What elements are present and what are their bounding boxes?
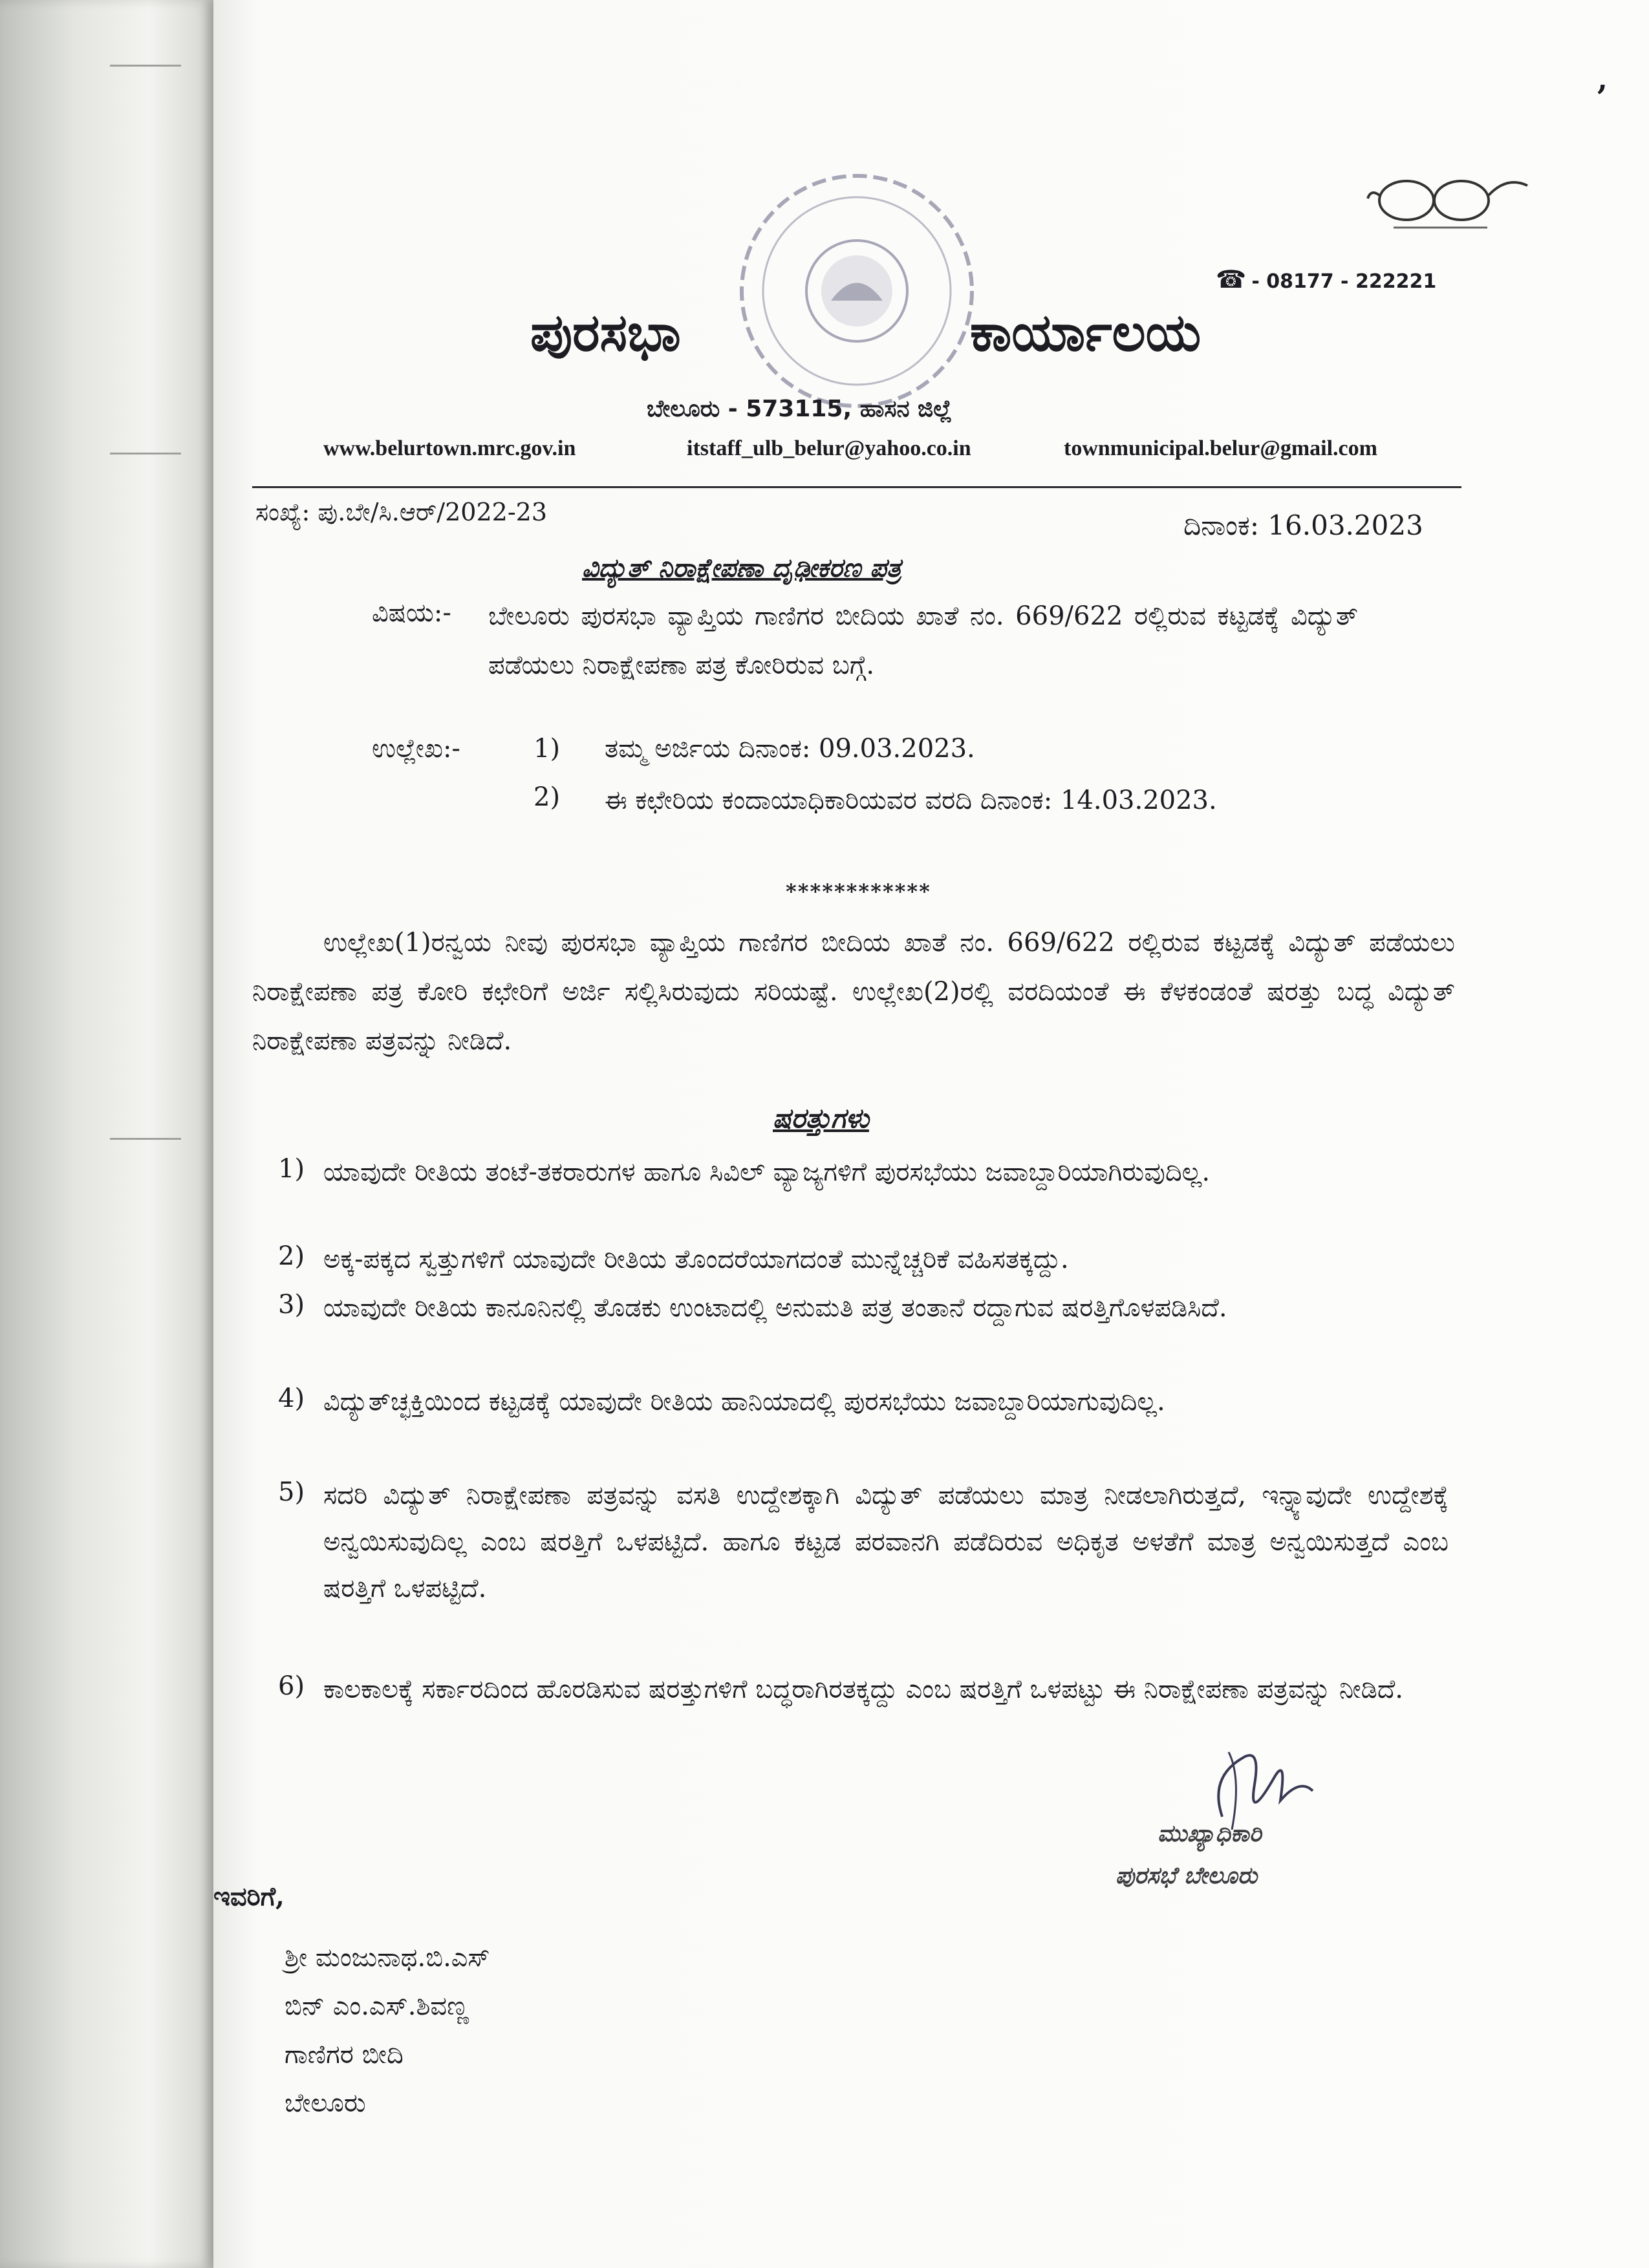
recipient-name: ಶ್ರೀ ಮಂಜುನಾಥ.ಬಿ.ಎಸ್	[285, 1943, 490, 1973]
condition-5-number: 5)	[278, 1477, 305, 1507]
condition-6-number: 6)	[278, 1671, 305, 1701]
recipient-street: ಗಾಣಿಗರ ಬೀದಿ	[285, 2040, 404, 2070]
binder-edge	[0, 0, 213, 2268]
condition-3-text: ಯಾವುದೇ ರೀತಿಯ ಕಾನೂನಿನಲ್ಲಿ ತೊಡಕು ಉಂಟಾದಲ್ಲಿ ಅನುಮತಿ ಪತ್ರ ತಂತಾನೆ ರದ್ದಾಗುವ ಷರತ್ತಿಗೊಳಪಡಿಸಿದೆ.	[323, 1293, 1227, 1323]
recipient-town: ಬೇಲೂರು	[285, 2088, 366, 2118]
office-address: ಬೇಲೂರು - 573115, ಹಾಸನ ಜಿಲ್ಲೆ	[647, 396, 953, 422]
condition-4-text: ವಿದ್ಯುತ್‌ಚ್ಛಕ್ತಿಯಿಂದ ಕಟ್ಟಡಕ್ಕೆ ಯಾವುದೇ ರೀತಿಯ ಹಾನಿಯಾದಲ್ಲಿ ಪುರಸಭೆಯು ಜವಾಬ್ದಾರಿಯಾಗುವುದಿಲ್ಲ.	[323, 1387, 1165, 1417]
condition-1-text: ಯಾವುದೇ ರೀತಿಯ ತಂಟೆ-ತಕರಾರುಗಳ ಹಾಗೂ ಸಿವಿಲ್ ವ್ಯಾಜ್ಯಗಳಿಗೆ ಪುರಸಭೆಯು ಜವಾಬ್ದಾರಿಯಾಗಿರುವುದಿಲ್ಲ.	[323, 1157, 1211, 1187]
binder-line	[110, 453, 181, 455]
email-link-yahoo[interactable]: itstaff_ulb_belur@yahoo.co.in	[687, 436, 971, 460]
telephone-icon: ☎	[1216, 265, 1247, 294]
document-title: ವಿದ್ಯುತ್ ನಿರಾಕ್ಷೇಪಣಾ ದೃಢೀಕರಣ ಪತ್ರ	[582, 553, 901, 583]
recipient-parentage: ಬಿನ್ ಎಂ.ಎಸ್.ಶಿವಣ್ಣ	[285, 1991, 469, 2021]
reference-1-number: 1)	[534, 734, 561, 764]
condition-6-text: ಕಾಲಕಾಲಕ್ಕೆ ಸರ್ಕಾರದಿಂದ ಹೊರಡಿಸುವ ಷರತ್ತುಗಳಿಗೆ ಬದ್ಧರಾಗಿರತಕ್ಕದ್ದು ಎಂಬ ಷರತ್ತಿಗೆ ಒಳಪಟ್ಟು ಈ ನಿರಾಕ್ಷೇಪಣಾ ಪತ್ರವನ್ನು ನೀಡಿದೆ.	[323, 1674, 1404, 1704]
office-title-right: ಕಾರ್ಯಾಲಯ	[970, 303, 1202, 363]
letter-date: ದಿನಾಂಕ: 16.03.2023	[1183, 509, 1423, 541]
subject-label: ವಿಷಯ:-	[372, 598, 451, 628]
phone-number: ☎ - 08177 - 222221	[1216, 265, 1437, 294]
office-title-left: ಪುರಸಭಾ	[530, 303, 681, 363]
email-link-gmail[interactable]: townmunicipal.belur@gmail.com	[1064, 436, 1377, 460]
condition-2-number: 2)	[278, 1241, 305, 1271]
references-label: ಉಲ್ಲೇಖ:-	[372, 734, 460, 764]
reference-2-text: ಈ ಕಛೇರಿಯ ಕಂದಾಯಾಧಿಕಾರಿಯವರ ವರದಿ ದಿನಾಂಕ: 14.03.2023.	[605, 786, 1217, 815]
header-divider	[252, 486, 1461, 488]
body-paragraph: ಉಲ್ಲೇಖ(1)ರನ್ವಯ ನೀವು ಪುರಸಭಾ ವ್ಯಾಪ್ತಿಯ ಗಾಣಿಗರ ಬೀದಿಯ ಖಾತೆ ನಂ. 669/622 ರಲ್ಲಿರುವ ಕಟ್ಟಡಕ್ಕೆ ವಿದ್ಯುತ್ ಪಡೆಯಲು ನಿರಾಕ್ಷೇಪಣಾ ಪತ್ರ ಕೋರಿ ಕಛೇರಿಗೆ ಅರ್ಜಿ ಸಲ್ಲಿಸಿರುವುದು ಸರಿಯಷ್ಟೆ. ಉಲ್ಲೇಖ(2)ರಲ್ಲಿ ವರದಿಯಂತೆ ಈ ಕೆಳಕಂಡಂತೆ ಷರತ್ತು ಬದ್ಧ ವಿದ್ಯುತ್ ನಿರಾಕ್ಷೇಪಣಾ ಪತ್ರವನ್ನು ನೀಡಿದೆ.	[252, 928, 1455, 1056]
binder-line	[110, 1138, 181, 1140]
condition-2-text: ಅಕ್ಕ-ಪಕ್ಕದ ಸ್ವತ್ತುಗಳಿಗೆ ಯಾವುದೇ ರೀತಿಯ ತೊಂದರೆಯಾಗದಂತೆ ಮುನ್ನೆಚ್ಚರಿಕೆ ವಹಿಸತಕ್ಕದ್ದು.	[323, 1245, 1069, 1274]
binder-line	[110, 65, 181, 67]
condition-3-number: 3)	[278, 1290, 305, 1320]
condition-5-text: ಸದರಿ ವಿದ್ಯುತ್ ನಿರಾಕ್ಷೇಪಣಾ ಪತ್ರವನ್ನು ವಸತಿ ಉದ್ದೇಶಕ್ಕಾಗಿ ವಿದ್ಯುತ್ ಪಡೆಯಲು ಮಾತ್ರ ನೀಡಲಾಗಿರುತ್ತದೆ, ಇನ್ನ್ಯಾವುದೇ ಉದ್ದೇಶಕ್ಕೆ ಅನ್ವಯಿಸುವುದಿಲ್ಲ ಎಂಬ ಷರತ್ತಿಗೆ ಒಳಪಟ್ಟಿದೆ. ಹಾಗೂ ಕಟ್ಟಡ ಪರವಾನಗಿ ಪಡೆದಿರುವ ಅಧಿಕೃತ ಅಳತೆಗೆ ಮಾತ್ರ ಅನ್ವಯಿಸುತ್ತದೆ ಎಂಬ ಷರತ್ತಿಗೆ ಒಳಪಟ್ಟಿದೆ.	[323, 1481, 1449, 1603]
recipient-label: ಇವರಿಗೆ,	[213, 1881, 285, 1912]
signatory-office: ಪುರಸಭೆ ಬೇಲೂರು	[1116, 1862, 1258, 1889]
reference-2-number: 2)	[534, 782, 561, 812]
reference-number: ಸಂಖ್ಯೆ: ಪು.ಬೇ/ಸಿ.ಆರ್/2022-23	[255, 498, 548, 526]
separator-stars: ************	[786, 879, 931, 904]
reference-1-text: ತಮ್ಮ ಅರ್ಜಿಯ ದಿನಾಂಕ: 09.03.2023.	[605, 734, 975, 764]
swachh-bharat-logo-icon	[1358, 169, 1533, 241]
subject-text: ಬೇಲೂರು ಪುರಸಭಾ ವ್ಯಾಪ್ತಿಯ ಗಾಣಿಗರ ಬೀದಿಯ ಖಾತೆ ನಂ. 669/622 ರಲ್ಲಿರುವ ಕಟ್ಟಡಕ್ಕೆ ವಿದ್ಯುತ್ ಪಡೆಯಲು ನಿರಾಕ್ಷೇಪಣಾ ಪತ್ರ ಕೋರಿರುವ ಬಗ್ಗೆ.	[488, 601, 1358, 680]
condition-1-number: 1)	[278, 1154, 305, 1184]
website-link[interactable]: www.belurtown.mrc.gov.in	[323, 436, 576, 460]
corner-mark: ,	[1597, 61, 1608, 96]
condition-4-number: 4)	[278, 1384, 305, 1413]
signatory-designation: ಮುಖ್ಯಾಧಿಕಾರಿ	[1158, 1820, 1262, 1847]
office-seal-icon	[727, 162, 986, 420]
conditions-heading: ಷರತ್ತುಗಳು	[773, 1102, 869, 1134]
